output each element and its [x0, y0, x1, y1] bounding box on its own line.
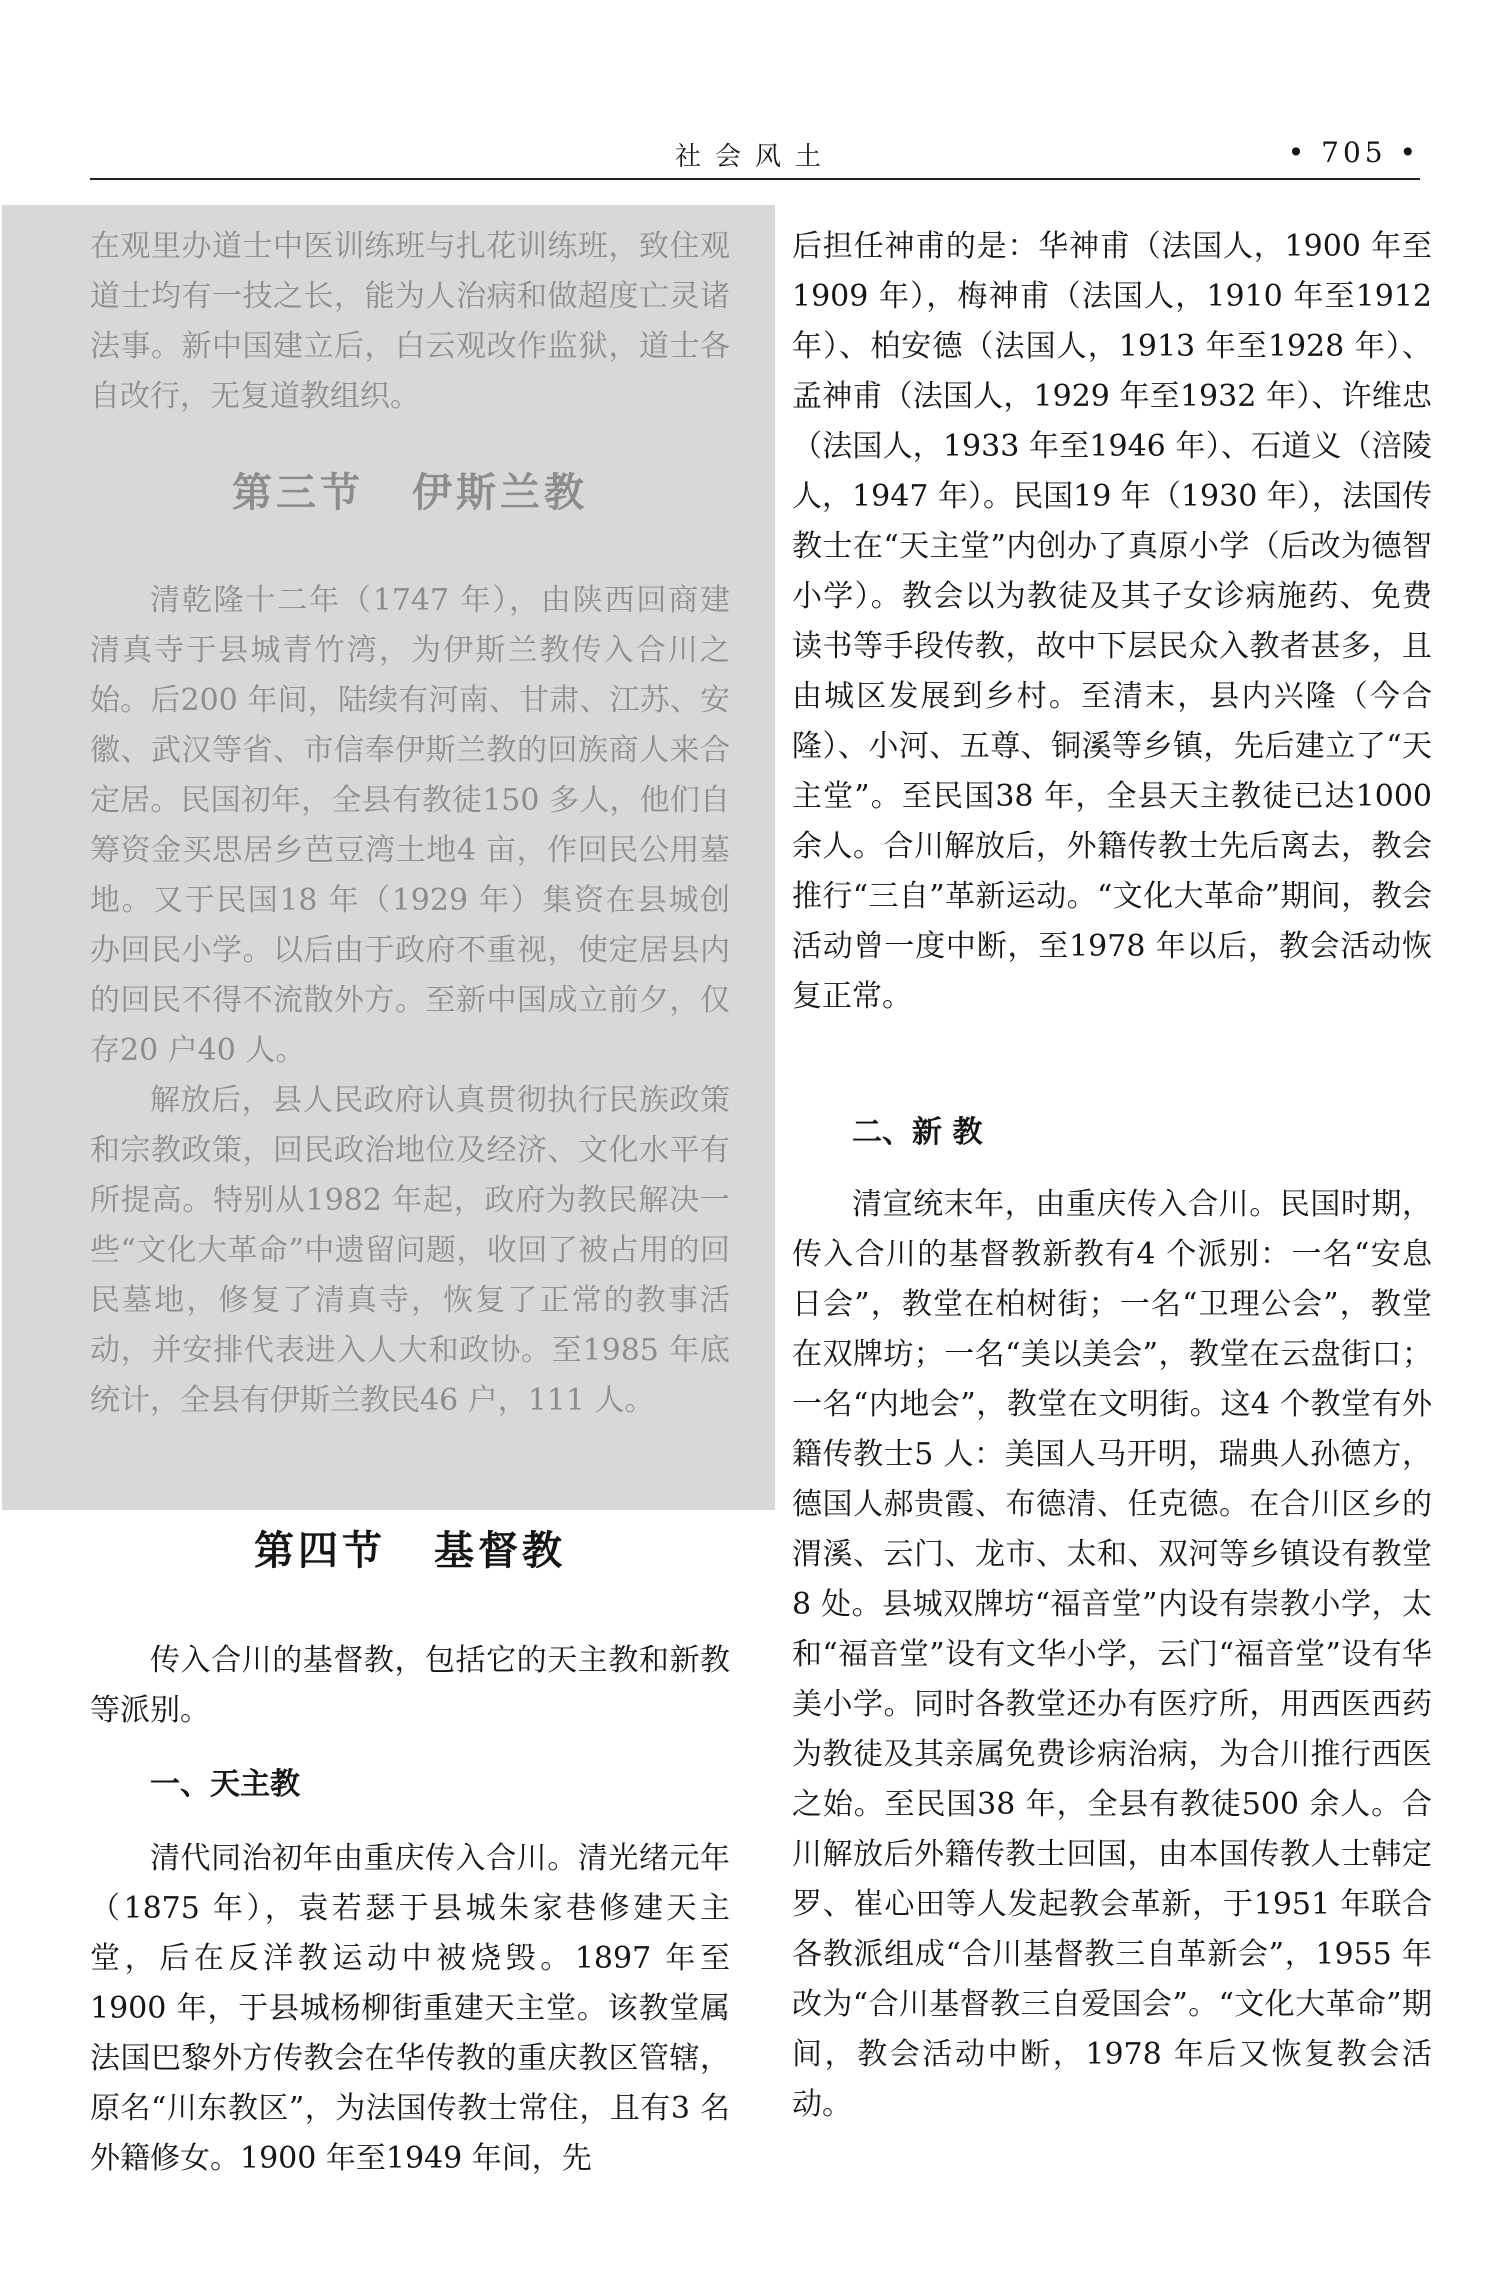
section3-name: 伊斯兰教	[412, 469, 588, 516]
page-number: • 705 •	[1287, 136, 1420, 169]
header-title: 社会风土	[674, 142, 835, 172]
section3-number: 第三节	[232, 469, 364, 516]
islam-paragraph-2: 解放后，县人民政府认真贯彻执行民族政策和宗教政策，回民政治地位及经济、文化水平有所提高。特别从1982 年起，政府为教民解决一些“文化大革命”中遗留问题，收回了被占用的回民墓地，修复了清真寺，恢复了正常的教事活动，并安排代表进入人大和政协。至1985 年底统计，全县有伊斯兰教民46 户，111 人。	[90, 1083, 730, 1418]
section4-name: 基督教	[434, 1527, 566, 1574]
protestant-heading: 二、新 教	[852, 1115, 983, 1150]
section4-number: 第四节	[254, 1527, 386, 1574]
islam-paragraph-1: 清乾隆十二年（1747 年），由陕西回商建清真寺于县城青竹湾，为伊斯兰教传入合川之始。后200 年间，陆续有河南、甘肃、江苏、安徽、武汉等省、市信奉伊斯兰教的回族商人来合定居。民国初年，全县有教徒150 多人，他们自筹资金买思居乡芭豆湾土地4 亩，作回民公用墓地。又于民国18 年（1929 年）集资在县城创办回民小学。以后由于政府不重视，使定居县内的回民不得不流散外方。至新中国成立前夕，仅存20 户40 人。	[90, 583, 730, 1068]
protestant-paragraph-1: 清宣统末年，由重庆传入合川。民国时期，传入合川的基督教新教有4 个派别：一名“安息日会”，教堂在柏树街；一名“卫理公会”，教堂在双牌坊；一名“美以美会”，教堂在云盘街口；一名“内地会”，教堂在文明街。这4 个教堂有外籍传教士5 人：美国人马开明，瑞典人孙德方，德国人郝贵霞、布德清、任克德。在合川区乡的渭溪、云门、龙市、太和、双河等乡镇设有教堂8 处。县城双牌坊“福音堂”内设有崇教小学，太和“福音堂”设有文华小学，云门“福音堂”设有华美小学。同时各教堂还办有医疗所，用西医西药为教徒及其亲属免费诊病治病，为合川推行西医之始。至民国38 年，全县有教徒500 余人。合川解放后外籍传教士回国，由本国传教人士韩定罗、崔心田等人发起教会革新，于1951 年联合各教派组成“合川基督教三自革新会”，1955 年改为“合川基督教三自爱国会”。“文化大革命”期间，教会活动中断，1978 年后又恢复教会活动。	[792, 1187, 1432, 2122]
section4-heading	[90, 1526, 730, 1576]
catholic-heading: 一、天主教	[150, 1767, 300, 1802]
section3-heading	[90, 468, 730, 518]
catholic-paragraph-1: 清代同治初年由重庆传入合川。清光绪元年（1875 年），袁若瑟于县城朱家巷修建天主堂，后在反洋教运动中被烧毁。1897 年至1900 年，于县城杨柳街重建天主堂。该教堂属法国巴黎外方传教会在华传教的重庆教区管辖，原名“川东教区”，为法国传教士常住，且有3 名外籍修女。1900 年至1949 年间，先	[90, 1841, 730, 2176]
taoism-closing-paragraph: 在观里办道士中医训练班与扎花训练班，致住观道士均有一技之长，能为人治病和做超度亡灵诸法事。新中国建立后，白云观改作监狱，道士各自改行，无复道教组织。	[90, 229, 730, 414]
christianity-intro: 传入合川的基督教，包括它的天主教和新教等派别。	[90, 1643, 730, 1728]
catholic-paragraph-cont: 后担任神甫的是：华神甫（法国人，1900 年至1909 年），梅神甫（法国人，1910 年至1912 年）、柏安德（法国人，1913 年至1928 年）、孟神甫（法国人，1929 年至1932 年）、许维忠（法国人，1933 年至1946 年）、石道义（涪陵人，1947 年）。民国19 年（1930 年），法国传教士在“天主堂”内创办了真原小学（后改为德智小学）。教会以为教徒及其子女诊病施药、免费读书等手段传教，故中下层民众入教者甚多，且由城区发展到乡村。至清末，县内兴隆（今合隆）、小河、五尊、铜溪等乡镇，先后建立了“天主堂”。至民国38 年，全县天主教徒已达1000 余人。合川解放后，外籍传教士先后离去，教会推行“三自”革新运动。“文化大革命”期间，教会活动曾一度中断，至1978 年以后，教会活动恢复正常。	[792, 229, 1432, 1014]
running-header	[90, 136, 1420, 180]
